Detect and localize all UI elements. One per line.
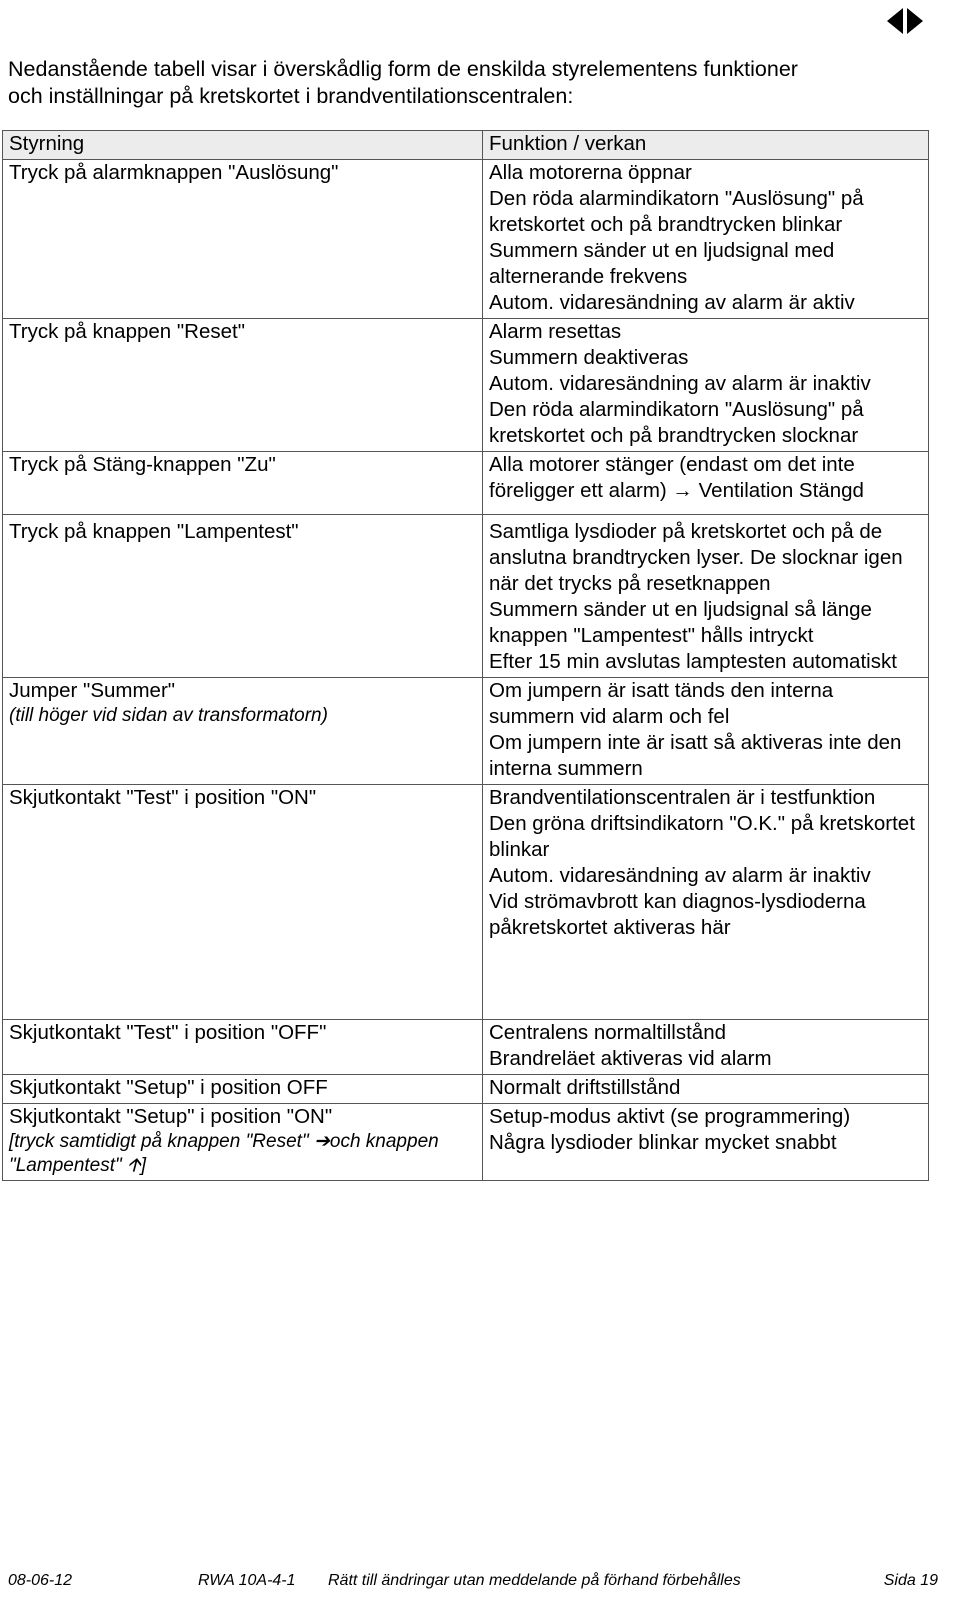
control-cell (3, 785, 483, 1020)
function-text: Setup-modus aktivt (se programmering) (489, 1105, 851, 1128)
header-function: Funktion / verkan (483, 131, 929, 160)
control-text: Skjutkontakt "Setup" i position OFF (9, 1076, 328, 1099)
control-text: Skjutkontakt "Setup" i position "ON" (9, 1105, 333, 1128)
function-cell (483, 785, 929, 1020)
function-cell (483, 160, 929, 319)
function-text: Vid strömavbrott kan diagnos-lysdioderna påkretskortet aktiveras här (489, 890, 866, 939)
function-text: Autom. vidaresändning av alarm är inaktiv (489, 372, 871, 395)
control-cell (3, 1104, 483, 1181)
function-cell (483, 1020, 929, 1075)
function-text: Autom. vidaresändning av alarm är aktiv (489, 291, 855, 314)
control-text: Tryck på knappen "Lampentest" (9, 520, 299, 543)
control-text: Jumper "Summer" (9, 679, 176, 702)
function-text: Om jumpern inte är isatt så aktiveras inte den interna summern (489, 731, 902, 780)
control-cell (3, 1075, 483, 1104)
page-footer (8, 1572, 938, 1592)
function-text: Alla motorer stänger (endast om det inte föreligger ett alarm) → Ventilation Stängd (489, 453, 864, 502)
function-text: Brandventilationscentralen är i testfunktion (489, 786, 876, 809)
control-cell (3, 319, 483, 452)
footer-doc-id: RWA 10A-4-1 (198, 1572, 296, 1589)
function-text: Summern sänder ut en ljudsignal så länge knappen "Lampentest" hålls intryckt (489, 598, 872, 647)
function-text: Om jumpern är isatt tänds den interna summern vid alarm och fel (489, 679, 834, 728)
control-cell (3, 452, 483, 515)
control-text: Skjutkontakt "Test" i position "OFF" (9, 1021, 327, 1044)
function-text: Centralens normaltillstånd (489, 1021, 727, 1044)
function-text: Normalt driftstillstånd (489, 1076, 681, 1099)
header-control: Styrning (3, 131, 483, 160)
function-text: Den gröna driftsindikatorn "O.K." på kretskortet blinkar (489, 812, 915, 861)
function-cell (483, 515, 929, 678)
intro-text (8, 56, 938, 110)
function-text: Den röda alarmindikatorn "Auslösung" på kretskortet och på brandtrycken slocknar (489, 398, 864, 447)
function-cell (483, 1104, 929, 1181)
control-text: Tryck på knappen "Reset" (9, 320, 245, 343)
control-cell (3, 515, 483, 678)
intro-line-2: och inställningar på kretskortet i brandventilationscentralen: (8, 84, 574, 108)
table-row (3, 1075, 929, 1104)
intro-line-1: Nedanstående tabell visar i överskådlig form de enskilda styrelementens funktioner (8, 57, 798, 81)
function-cell (483, 678, 929, 785)
function-text: Autom. vidaresändning av alarm är inaktiv (489, 864, 871, 887)
table-row (3, 1020, 929, 1075)
function-text: Alarm resettas (489, 320, 622, 343)
table-row (3, 678, 929, 785)
function-text: Alla motorerna öppnar (489, 161, 692, 184)
footer-page-number: Sida 19 (883, 1572, 938, 1589)
footer-date: 08-06-12 (8, 1572, 73, 1589)
table-row (3, 1104, 929, 1181)
function-text: Summern deaktiveras (489, 346, 689, 369)
table-row (3, 515, 929, 678)
controls-table (2, 130, 929, 1181)
function-text: Efter 15 min avslutas lamptesten automatiskt (489, 650, 897, 673)
footer-rights: Rätt till ändringar utan meddelande på förhand förbehålles (328, 1572, 741, 1589)
table-row (3, 452, 929, 515)
control-text: Skjutkontakt "Test" i position "ON" (9, 786, 317, 809)
function-text: Brandreläet aktiveras vid alarm (489, 1047, 772, 1070)
function-cell (483, 319, 929, 452)
control-cell (3, 1020, 483, 1075)
control-note: (till höger vid sidan av transformatorn) (9, 705, 328, 726)
function-text: Samtliga lysdioder på kretskortet och på de anslutna brandtrycken lyser. De slocknar igen när det trycks på resetknappen (489, 520, 903, 595)
function-text: Den röda alarmindikatorn "Auslösung" på kretskortet och på brandtrycken blinkar (489, 187, 864, 236)
table-row (3, 319, 929, 452)
control-cell (3, 678, 483, 785)
function-cell (483, 1075, 929, 1104)
function-cell (483, 452, 929, 515)
control-text: Tryck på alarmknappen "Auslösung" (9, 161, 339, 184)
control-note: [tryck samtidigt på knappen "Reset" ➔och knappen "Lampentest" 🡩] (9, 1131, 439, 1176)
table-header-row (3, 131, 929, 160)
control-text: Tryck på Stäng-knappen "Zu" (9, 453, 276, 476)
function-text: Summern sänder ut en ljudsignal med alternerande frekvens (489, 239, 835, 288)
table-row (3, 785, 929, 1020)
prev-next-arrows-icon[interactable] (885, 6, 925, 36)
control-cell (3, 160, 483, 319)
function-text: Några lysdioder blinkar mycket snabbt (489, 1131, 837, 1154)
table-row (3, 160, 929, 319)
